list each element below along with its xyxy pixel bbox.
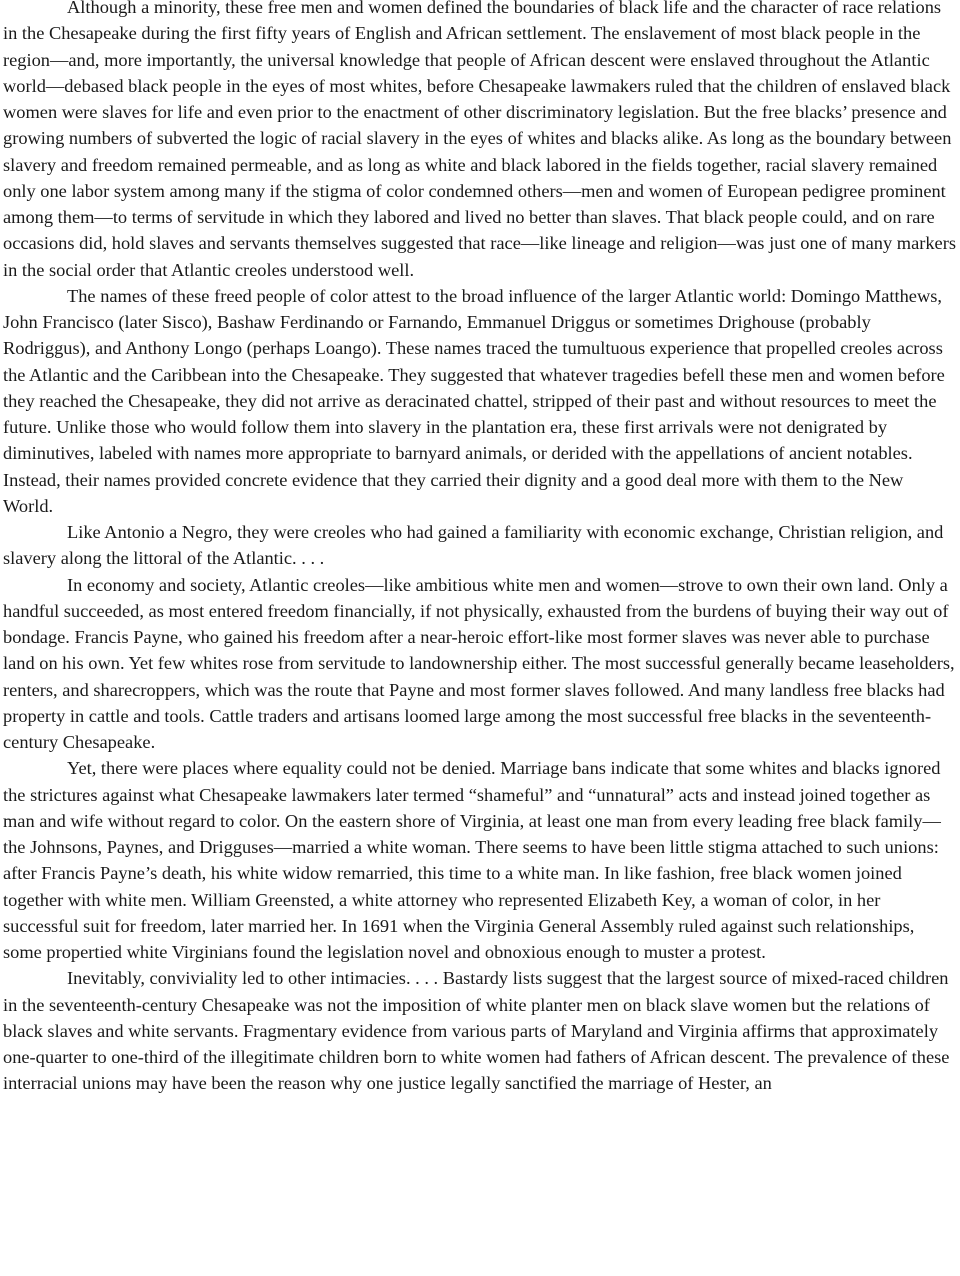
paragraph: Yet, there were places where equality could not be denied. Marriage bans indicate that some whites and blacks ignored the strictures against what Chesapeake lawmakers later termed “shameful” and “unnatural” acts and instead joined together as man and wife without regard to color. On the eastern shore of Virginia, at least one man from every leading free black family—the Johnsons, Paynes, and Drigguses—married a white woman. There seems to have been little stigma attached to such unions: after Francis Payne’s death, his white widow remarried, this time to a white man. In like fashion, free black women joined together with white men. William Greensted, a white attorney who represented Elizabeth Key, a woman of color, in her successful suit for freedom, later married her. In 1691 when the Virginia General Assembly ruled against such relationships, some propertied white Virginians found the legislation novel and obnoxious enough to muster a protest.	[3, 758, 941, 962]
paragraph: The names of these freed people of color attest to the broad influence of the larger Atlantic world: Domingo Matthews, John Francisco (later Sisco), Bashaw Ferdinando or Farnando, Emmanuel Driggus or sometimes Drighouse (probably Rodriggus), and Anthony Longo (perhaps Loango). These names traced the tumultuous experience that propelled creoles across the Atlantic and the Caribbean into the Chesapeake. They suggested that whatever tragedies befell these men and women before they reached the Chesapeake, they did not arrive as deracinated chattel, stripped of their past and without resources to meet the future. Unlike those who would follow them into slavery in the plantation era, these first arrivals were not denigrated by diminutives, labeled with names more appropriate to barnyard animals, or derided with the appellations of ancient notables. Instead, their names provided concrete evidence that they carried their dignity and a good deal more with them to the New World.	[3, 285, 945, 516]
paragraph: Like Antonio a Negro, they were creoles who had gained a familiarity with economic exchange, Christian religion, and slavery along the littoral of the Atlantic. . . .	[3, 522, 944, 569]
document-body	[3, 0, 956, 1097]
paragraph: Inevitably, conviviality led to other intimacies. . . . Bastardy lists suggest that the largest source of mixed-raced children in the seventeenth-century Chesapeake was not the imposition of white planter men on black slave women but the relations of black slaves and white servants. Fragmentary evidence from various parts of Maryland and Virginia affirms that approximately one-quarter to one-third of the illegitimate children born to white women had fathers of African descent. The prevalence of these interracial unions may have been the reason why one justice legally sanctified the marriage of Hester, an	[3, 968, 950, 1094]
paragraph: Although a minority, these free men and women defined the boundaries of black life and the character of race relations in the Chesapeake during the first fifty years of English and African settlement. The enslavement of most black people in the region—and, more importantly, the universal knowledge that people of African descent were enslaved throughout the Atlantic world—debased black people in the eyes of most whites, before Chesapeake lawmakers ruled that the children of enslaved black women were slaves for life and even prior to the enactment of other discriminatory legislation. But the free blacks’ presence and growing numbers of subverted the logic of racial slavery in the eyes of whites and blacks alike. As long as the boundary between slavery and freedom remained permeable, and as long as white and black labored in the fields together, racial slavery remained only one labor system among many if the stigma of color condemned others—men and women of European pedigree prominent among them—to terms of servitude in which they labored and lived no better than slaves. That black people could, and on rare occasions did, hold slaves and servants themselves suggested that race—like lineage and religion—was just one of many markers in the social order that Atlantic creoles understood well.	[3, 0, 956, 280]
paragraph: In economy and society, Atlantic creoles—like ambitious white men and women—strove to own their own land. Only a handful succeeded, as most entered freedom financially, if not physically, exhausted from the burdens of buying their way out of bondage. Francis Payne, who gained his freedom after a near-heroic effort-like most former slaves was never able to purchase land on his own. Yet few whites rose from servitude to landownership either. The most successful generally became leaseholders, renters, and sharecroppers, which was the route that Payne and most former slaves followed. And many landless free blacks had property in cattle and tools. Cattle traders and artisans loomed large among the most successful free blacks in the seventeenth-century Chesapeake.	[3, 574, 955, 752]
